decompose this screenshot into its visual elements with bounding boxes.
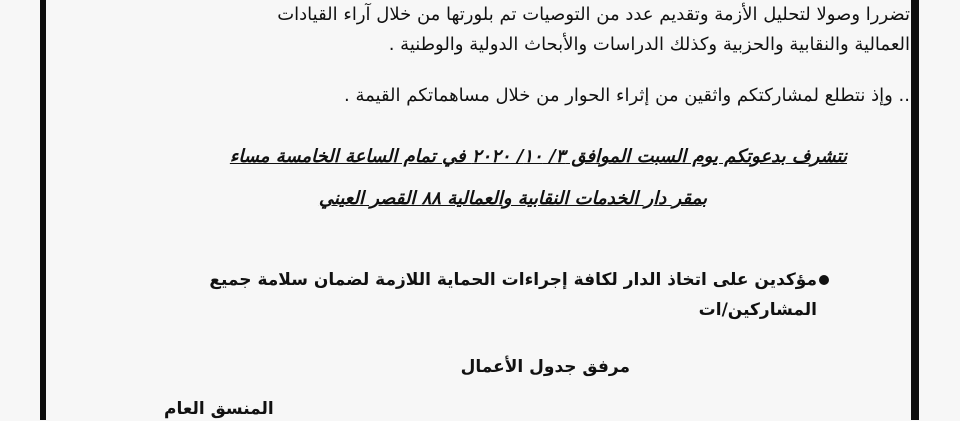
attachment-note: مرفق جدول الأعمال <box>460 357 630 377</box>
left-frame-border <box>40 0 46 420</box>
paragraph-line: .. وإذ نتطلع لمشاركتكم واثقين من إثراء الحوار من خلال مساهماتكم القيمة . <box>344 85 910 106</box>
bullet-icon <box>819 275 829 285</box>
bullet-text-line: مؤكدين على اتخاذ الدار لكافة إجراءات الحماية اللازمة لضمان سلامة جميع <box>209 270 817 290</box>
signature-title: المنسق العام <box>164 399 274 419</box>
paragraph-line: العمالية والنقابية والحزبية وكذلك الدراسات والأبحاث الدولية والوطنية . <box>388 34 910 55</box>
right-frame-border <box>911 0 919 420</box>
bullet-text-line: المشاركين/ات <box>698 300 817 320</box>
paragraph-line: تضررا وصولا لتحليل الأزمة وتقديم عدد من التوصيات تم بلورتها من خلال آراء القيادات <box>277 4 910 25</box>
invitation-venue-line: بمقر دار الخدمات النقابية والعمالية ٨٨ القصر العيني <box>318 188 707 209</box>
invitation-date-line: نتشرف بدعوتكم يوم السبت الموافق ٣/ ١٠/ ٢٠٢٠ في تمام الساعة الخامسة مساء <box>229 146 847 167</box>
